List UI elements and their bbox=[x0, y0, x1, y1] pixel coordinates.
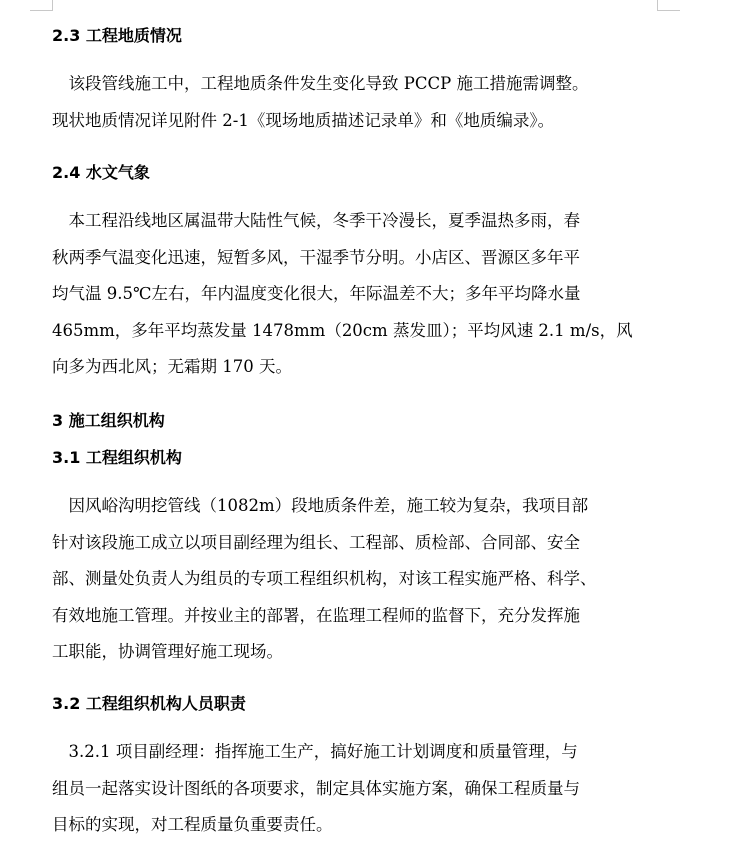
paragraph-line: 部、测量处负责人为组员的专项工程组织机构，对该工程实施严格、科学、 bbox=[52, 569, 597, 588]
paragraph-line: 向多为西北风；无霜期 170 天。 bbox=[52, 357, 292, 376]
left-margin-corner-mark bbox=[30, 0, 53, 11]
paragraph-line: 组员一起落实设计图纸的各项要求，制定具体实施方案，确保工程质量与 bbox=[52, 778, 580, 798]
paragraph-line: 工职能，协调管理好施工现场。 bbox=[52, 642, 283, 661]
paragraph-line: 针对该段施工成立以项目副经理为组长、工程部、质检部、合同部、安全 bbox=[52, 532, 580, 552]
heading-3-2: 3.2 工程组织机构人员职责 bbox=[52, 694, 246, 713]
heading-3: 3 施工组织机构 bbox=[52, 411, 165, 430]
paragraph-3-1 bbox=[52, 494, 692, 677]
paragraph-line: 秋两季气温变化迅速，短暂多风，干湿季节分明。小店区、晋源区多年平 bbox=[52, 247, 580, 267]
paragraph-line: 该段管线施工中，工程地质条件发生变化导致 PCCP 施工措施需调整。 bbox=[52, 74, 589, 93]
heading-2-4: 2.4 水文气象 bbox=[52, 163, 150, 182]
right-margin-corner-mark bbox=[657, 0, 680, 11]
paragraph-line: 本工程沿线地区属温带大陆性气候，冬季干冷漫长，夏季温热多雨，春 bbox=[52, 211, 580, 230]
paragraph-line: 465mm，多年平均蒸发量 1478mm（20cm 蒸发皿）；平均风速 2.1 m/s，风 bbox=[52, 320, 633, 340]
paragraph-line: 有效地施工管理。并按业主的部署，在监理工程师的监督下，充分发挥施 bbox=[52, 605, 580, 625]
paragraph-line: 因风峪沟明挖管线（1082m）段地质条件差，施工较为复杂，我项目部 bbox=[52, 496, 589, 515]
paragraph-line: 3.2.1 项目副经理：指挥施工生产，搞好施工计划调度和质量管理，与 bbox=[52, 742, 578, 761]
paragraph-2-4 bbox=[52, 209, 692, 392]
heading-3-1: 3.1 工程组织机构 bbox=[52, 448, 182, 467]
paragraph-line: 目标的实现，对工程质量负重要责任。 bbox=[52, 815, 333, 834]
paragraph-3-2 bbox=[52, 740, 692, 850]
paragraph-line: 现状地质情况详见附件 2-1《现场地质描述记录单》和《地质编录》。 bbox=[52, 110, 555, 130]
paragraph-2-3 bbox=[52, 72, 692, 145]
paragraph-line: 均气温 9.5℃左右，年内温度变化很大，年际温差不大；多年平均降水量 bbox=[52, 284, 581, 303]
heading-2-3: 2.3 工程地质情况 bbox=[52, 26, 182, 45]
